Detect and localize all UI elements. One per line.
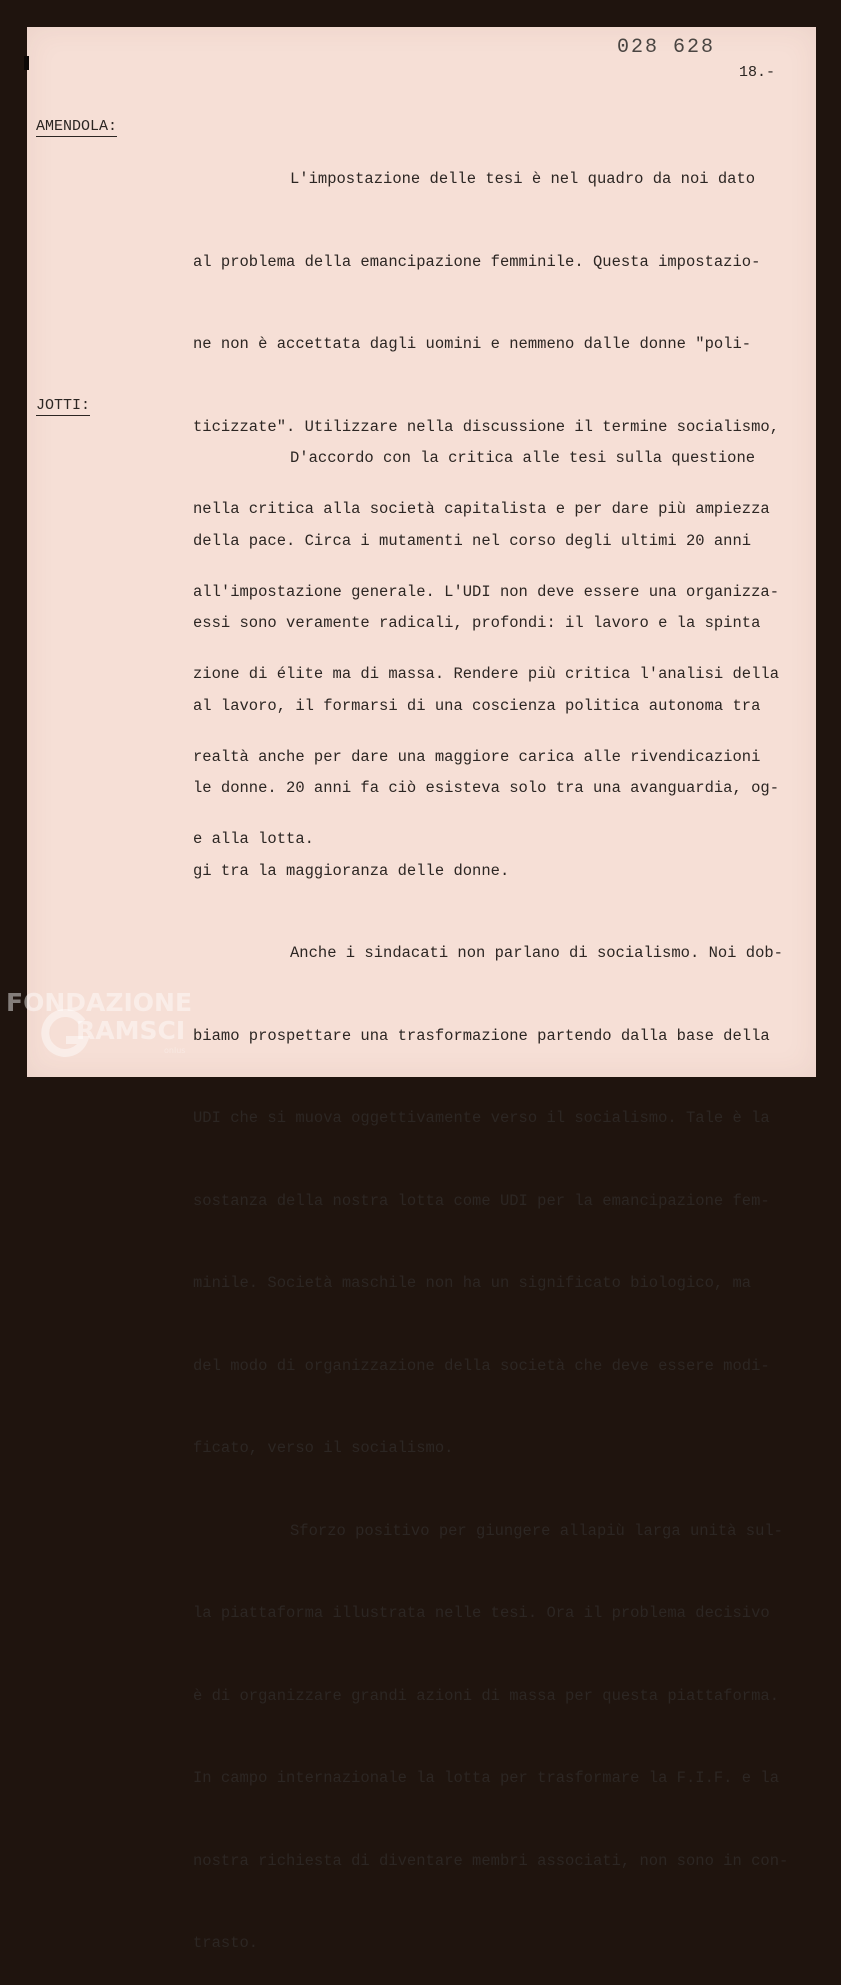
text-line: al lavoro, il formarsi di una coscienza politica autonoma tra — [193, 696, 761, 715]
text-line: D'accordo con la critica alle tesi sulla questione — [290, 449, 756, 467]
text-line: ne non è accettata dagli uomini e nemmeno dalle donne "poli- — [193, 335, 752, 353]
text-line: nostra richiesta di diventare membri associati, non sono in con- — [193, 1851, 789, 1870]
text-line: UDI che si muova oggettivamente verso il socialismo. Tale è la — [193, 1109, 770, 1127]
text-line: è di organizzare grandi azioni di massa per questa piattaforma. — [193, 1686, 779, 1705]
watermark-line1: FONDAZIONE — [6, 988, 193, 1017]
text-line: biamo prospettare una trasformazione partendo dalla base della — [193, 1026, 770, 1045]
text-line: ticizzate". Utilizzare nella discussione il termine socialismo, — [193, 417, 779, 436]
watermark-line2: RAMSCI — [76, 1016, 186, 1045]
speaker-amendola: AMENDOLA: — [36, 118, 118, 135]
text-line: Anche i sindacati non parlano di socialismo. Noi dob- — [290, 944, 783, 962]
text-line: trasto. — [193, 1934, 259, 1952]
text-line: Sforzo positivo per giungere allapiù larga unità sul- — [290, 1521, 783, 1540]
text-line: essi sono veramente radicali, profondi: il lavoro e la spinta — [193, 614, 761, 632]
text-line: al problema della emancipazione femminile. Questa impostazio- — [193, 252, 761, 271]
text-line: gi tra la maggioranza delle donne. — [193, 861, 510, 880]
fondazione-gramsci-watermark — [4, 988, 214, 1068]
text-line: del modo di organizzazione della società che deve essere modi- — [193, 1356, 770, 1375]
text-line: nella critica alla società capitalista e per dare più ampiezza — [193, 500, 770, 518]
archive-number: 028 628 — [617, 36, 716, 59]
text-line: all'impostazione generale. L'UDI non deve essere una organizza- — [193, 582, 779, 601]
text-line: della pace. Circa i mutamenti nel corso degli ultimi 20 anni — [193, 531, 752, 550]
page-number: 18.- — [739, 64, 776, 81]
jotti-text — [193, 390, 818, 1985]
text-line: e alla lotta. — [193, 830, 314, 848]
text-line: sostanza della nostra lotta come UDI per la emancipazione fem- — [193, 1191, 770, 1210]
text-line: la piattaforma illustrata nelle tesi. Ora il problema decisivo — [193, 1604, 770, 1622]
text-line: le donne. 20 anni fa ciò esisteva solo tra una avanguardia, og- — [193, 779, 779, 797]
text-line: L'impostazione delle tesi è nel quadro da noi dato — [290, 170, 756, 188]
text-line: In campo internazionale la lotta per trasformare la F.I.F. e la — [193, 1769, 779, 1787]
edge-mark — [24, 56, 29, 70]
text-line: realtà anche per dare una maggiore carica alle rivendicazioni — [193, 747, 761, 766]
watermark-sub: onlus — [164, 1046, 186, 1055]
text-line: zione di élite ma di massa. Rendere più critica l'analisi della — [193, 665, 779, 683]
text-line: minile. Società maschile non ha un significato biologico, ma — [193, 1274, 752, 1292]
speaker-jotti: JOTTI: — [36, 397, 91, 414]
text-line: ficato, verso il socialismo. — [193, 1439, 454, 1457]
